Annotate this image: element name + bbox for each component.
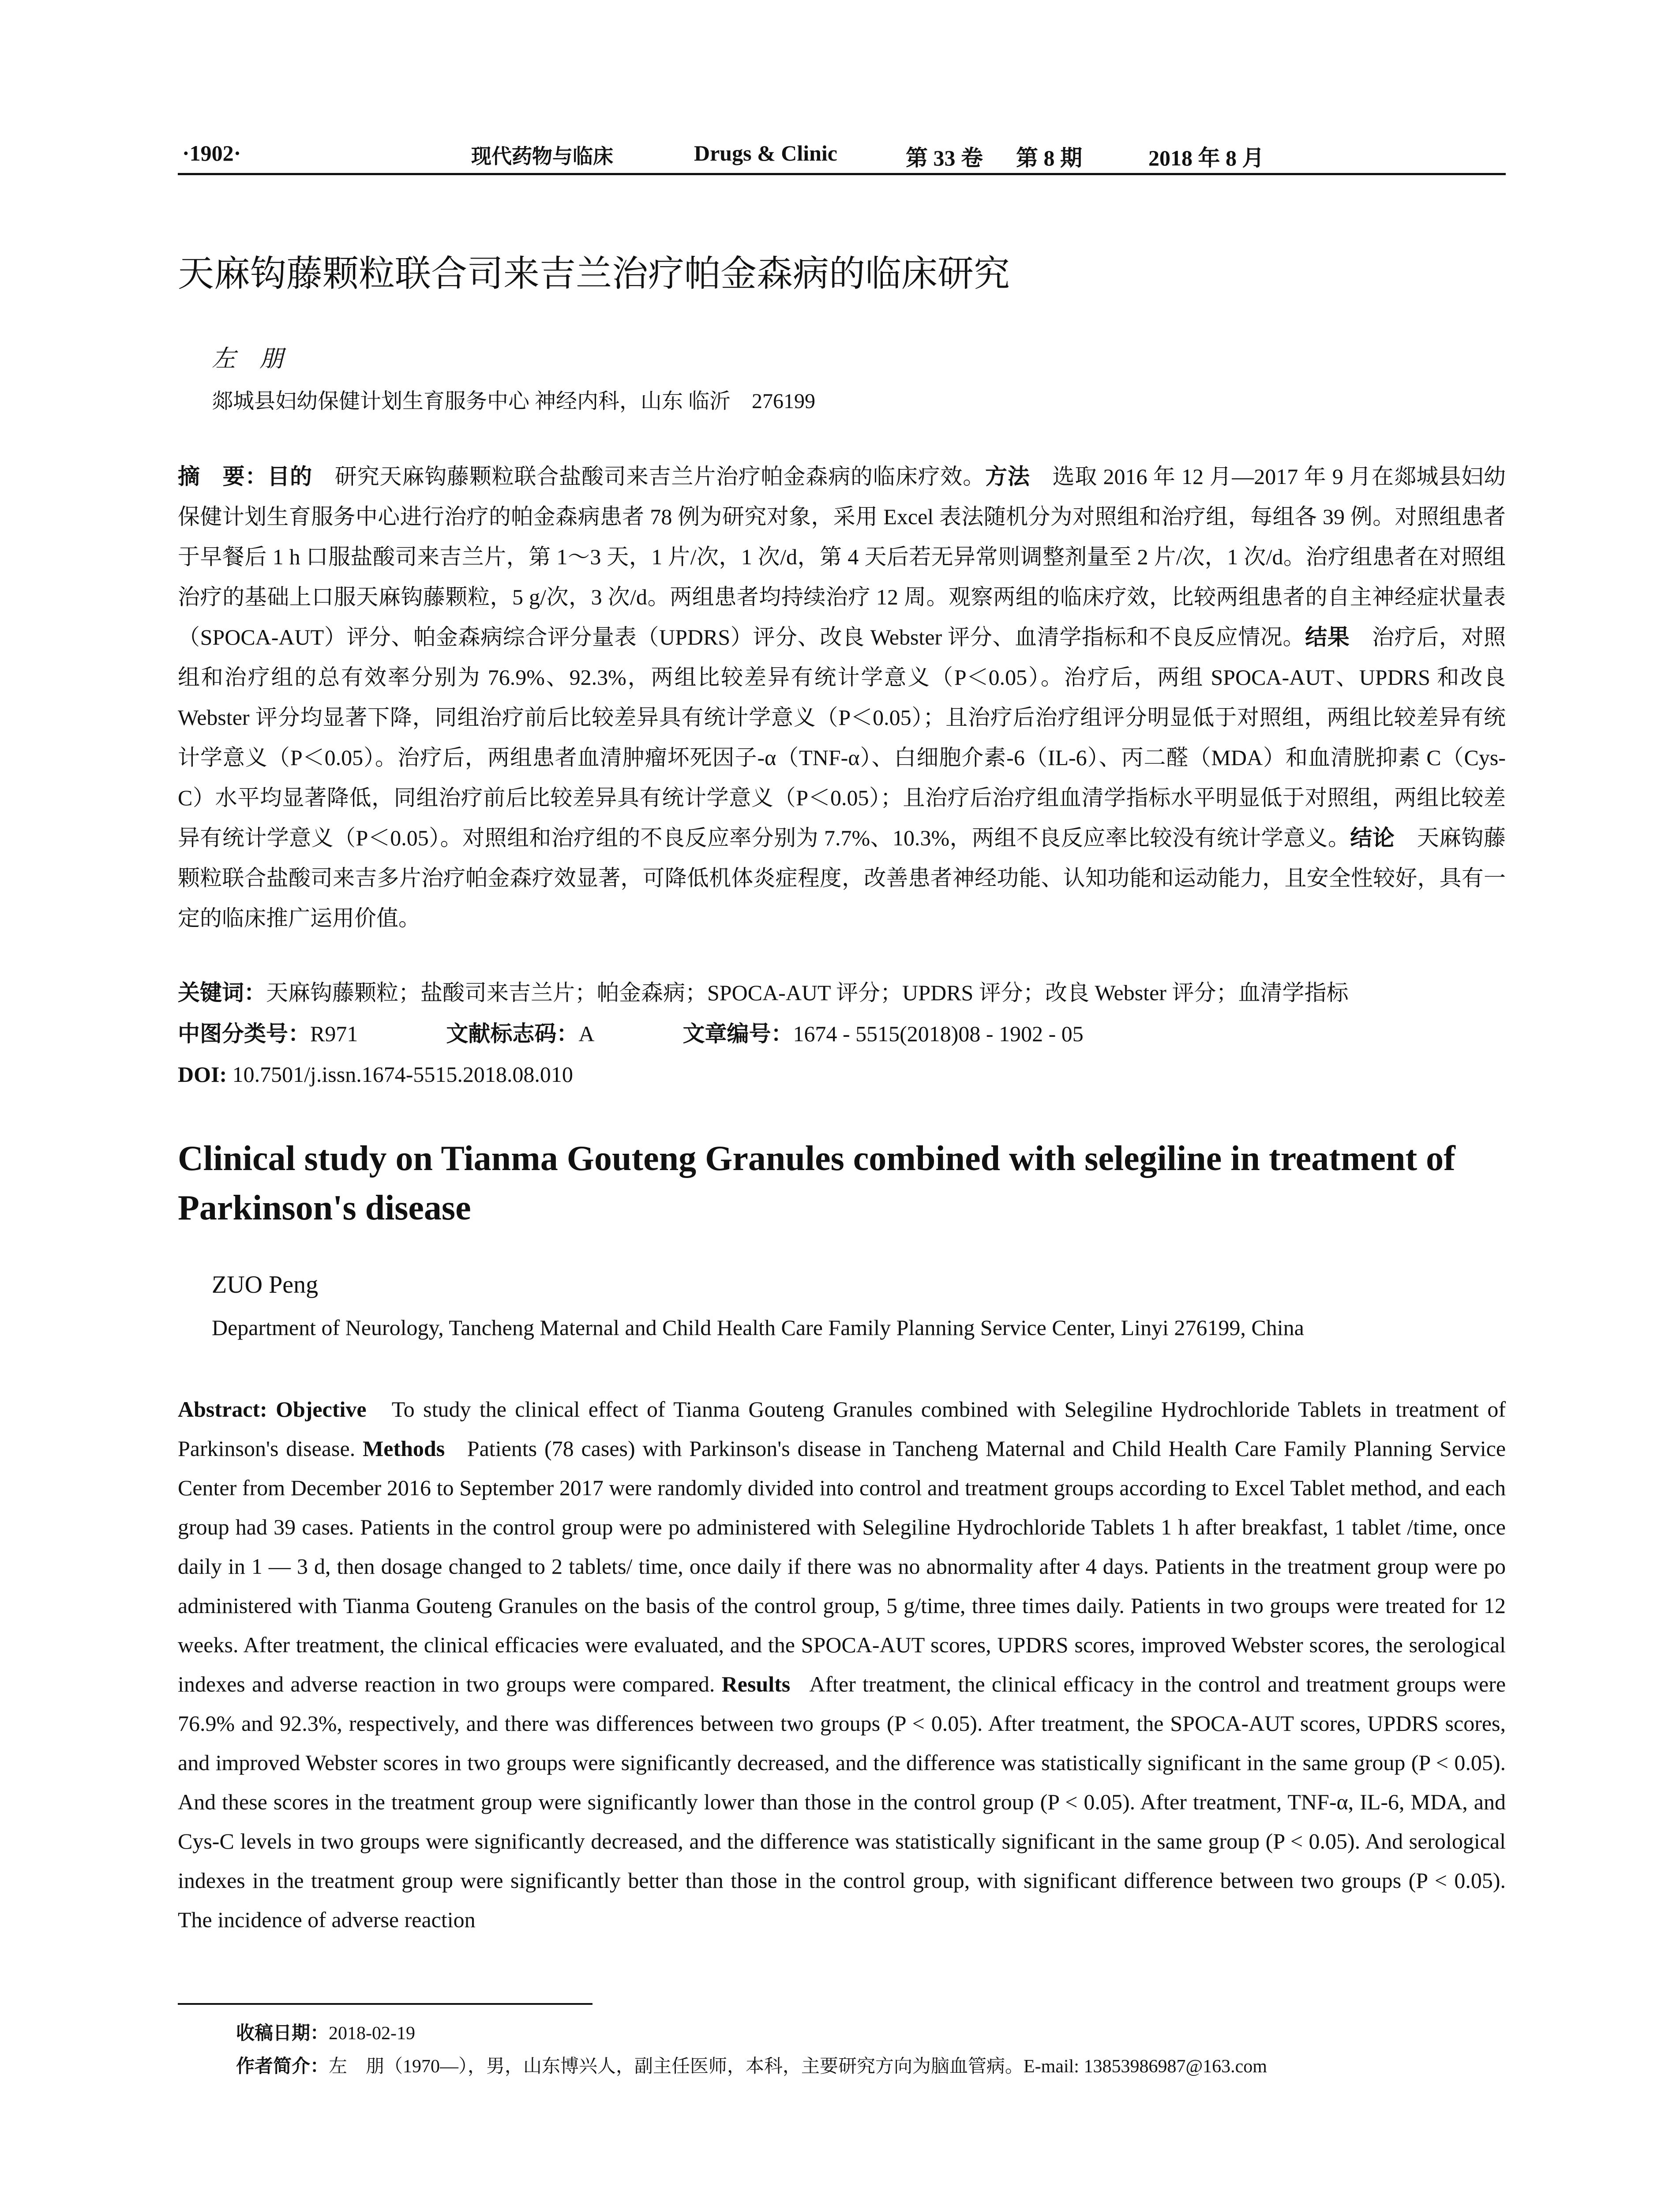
abstract-label-en: Abstract:: [178, 1397, 267, 1422]
abstract-cn: [178, 457, 1506, 938]
bio-value: 左 朋（1970—），男，山东博兴人，副主任医师，本科，主要研究方向为脑血管病。E-mail: 13853986987@163.com: [329, 2056, 1267, 2077]
keywords-cn: [178, 973, 1506, 1013]
results-en: After treatment, the clinical efficacy in the control and treatment groups were 76.9% and 92.3%, respectively, and there was differences between two groups (P < 0.05). After treatment, the SPOCA-AUT scores, UPDRS scores, and improved Webster scores in two groups were significantly decreased, and the difference was statistically significant in the same group (P < 0.05). And these scores in the treatment group were significantly lower than those in the control group (P < 0.05). After treatment, TNF-α, IL-6, MDA, and Cys-C levels in two groups were significantly decreased, and the difference was statistically significant in the same group (P < 0.05). And serological indexes in the treatment group were significantly better than those in the control group, with significant difference between two groups (P < 0.05). The incidence of adverse reaction: [178, 1672, 1506, 1932]
objective-label-en: Objective: [276, 1397, 367, 1422]
issue: 第 8 期: [1016, 146, 1082, 170]
methods-en: Patients (78 cases) with Parkinson's disease in Tancheng Maternal and Child Health Care Family Planning Service Center from December 2016 to September 2017 were randomly divided into control and treatment groups according to Excel Tablet method, and each group had 39 cases. Patients in the control group were po administered with Selegiline Hydrochloride Tablets 1 h after breakfast, 1 tablet /time, once daily in 1 — 3 d, then dosage changed to 2 tablets/ time, once daily if there was no abnormality after 4 days. Patients in the treatment group were po administered with Tianma Gouteng Granules on the basis of the control group, 5 g/time, three times daily. Patients in two groups were treated for 12 weeks. After treatment, the clinical efficacies were evaluated, and the SPOCA-AUT scores, UPDRS scores, improved Webster scores, the serological indexes and adverse reaction in two groups were compared.: [178, 1436, 1506, 1696]
running-header: [178, 140, 1506, 175]
author-en: ZUO Peng: [212, 1271, 319, 1298]
results-cn: 治疗后，对照组和治疗组的总有效率分别为 76.9%、92.3%，两组比较差异有统计学意义（P＜0.05）。治疗后，两组 SPOCA-AUT、UPDRS 和改良 Webster 评分均显著下降，同组治疗前后比较差异具有统计学意义（P＜0.05）；且治疗后治疗组评分明显低于对照组，两组比较差异有统计学意义（P＜0.05）。治疗后，两组患者血清肿瘤坏死因子-α（TNF-α）、白细胞介素-6（IL-6）、丙二醛（MDA）和血清胱抑素 C（Cys-C）水平均显著降低，同组治疗前后比较差异具有统计学意义（P＜0.05）；且治疗后治疗组血清学指标水平明显低于对照组，两组比较差异有统计学意义（P＜0.05）。对照组和治疗组的不良反应率分别为 7.7%、10.3%，两组不良反应率比较没有统计学意义。: [178, 625, 1506, 850]
page-number: ·1902·: [182, 141, 241, 165]
bio-label: 作者简介：: [236, 2056, 329, 2077]
keywords-text-cn: 天麻钩藤颗粒；盐酸司来吉兰片；帕金森病；SPOCA-AUT 评分；UPDRS 评分；改良 Webster 评分；血清学指标: [266, 980, 1349, 1005]
doi-line: [178, 1054, 1506, 1095]
received-value: 2018-02-19: [329, 2023, 415, 2044]
conclusion-cn: 天麻钩藤颗粒联合盐酸司来吉多片治疗帕金森疗效显著，可降低机体炎症程度，改善患者神经功能、认知功能和运动能力，且安全性较好，具有一定的临床推广运用价值。: [178, 825, 1506, 930]
methods-cn: 选取 2016 年 12 月—2017 年 9 月在郯城县妇幼保健计划生育服务中心进行治疗的帕金森病患者 78 例为研究对象，采用 Excel 表法随机分为对照组和治疗组，每组各 39 例。对照组患者于早餐后 1 h 口服盐酸司来吉兰片，第 1～3 天，1 片/次，1 次/d，第 4 天后若无异常则调整剂量至 2 片/次，1 次/d。治疗组患者在对照组治疗的基础上口服天麻钩藤颗粒，5 g/次，3 次/d。两组患者均持续治疗 12 周。观察两组的临床疗效，比较两组患者的自主神经症状量表（SPOCA-AUT）评分、帕金森病综合评分量表（UPDRS）评分、改良 Webster 评分、血清学指标和不良反应情况。: [178, 464, 1506, 649]
article-id-value: 1674 - 5515(2018)08 - 1902 - 05: [793, 1021, 1084, 1046]
methods-label-en: Methods: [363, 1436, 445, 1461]
title-cn: 天麻钩藤颗粒联合司来吉兰治疗帕金森病的临床研究: [178, 253, 1010, 295]
doc-code-value: A: [578, 1021, 595, 1046]
classification-line: [178, 1014, 1506, 1054]
keywords-label-cn: 关键词：: [178, 980, 266, 1005]
methods-label-cn: 方法: [985, 464, 1030, 489]
affiliation-cn: 郯城县妇幼保健计划生育服务中心 神经内科，山东 临沂 276199: [212, 390, 816, 413]
doi-label: DOI:: [178, 1062, 227, 1087]
issue-date: 2018 年 8 月: [1148, 146, 1264, 170]
results-label-cn: 结果: [1305, 625, 1350, 649]
objective-label-cn: 目的: [267, 464, 313, 489]
title-en: Clinical study on Tianma Gouteng Granules combined with selegiline in treatment of Parkinson's disease: [178, 1139, 1455, 1227]
abstract-en: [178, 1390, 1506, 1940]
received-label: 收稿日期：: [236, 2023, 329, 2044]
volume: 第 33 卷: [906, 146, 983, 170]
objective-cn: 研究天麻钩藤颗粒联合盐酸司来吉兰片治疗帕金森病的临床疗效。: [334, 464, 986, 489]
received-date: [236, 2018, 415, 2045]
conclusion-label-cn: 结论: [1350, 825, 1395, 850]
author-cn: 左 朋: [212, 345, 283, 372]
author-bio: [236, 2052, 1267, 2078]
journal-name-cn: 现代药物与临床: [471, 144, 613, 168]
article-id-label: 文章编号：: [682, 1021, 793, 1046]
clc-label: 中图分类号：: [178, 1021, 310, 1046]
results-label-en: Results: [721, 1672, 791, 1696]
clc-value: R971: [310, 1021, 358, 1046]
doc-code-label: 文献标志码：: [446, 1021, 579, 1046]
affiliation-en: Department of Neurology, Tancheng Maternal and Child Health Care Family Planning Service Center, Linyi 276199, China: [212, 1315, 1304, 1340]
doi-value: 10.7501/j.issn.1674-5515.2018.08.010: [232, 1062, 573, 1087]
objective-en: To study the clinical effect of Tianma Gouteng Granules combined with Selegiline Hydrochloride Tablets in treatment of Parkinson's disease.: [178, 1397, 1506, 1461]
footnote-divider: [178, 2003, 592, 2005]
abstract-label-cn: 摘 要：: [178, 464, 268, 489]
journal-name-en: Drugs & Clinic: [694, 141, 837, 165]
